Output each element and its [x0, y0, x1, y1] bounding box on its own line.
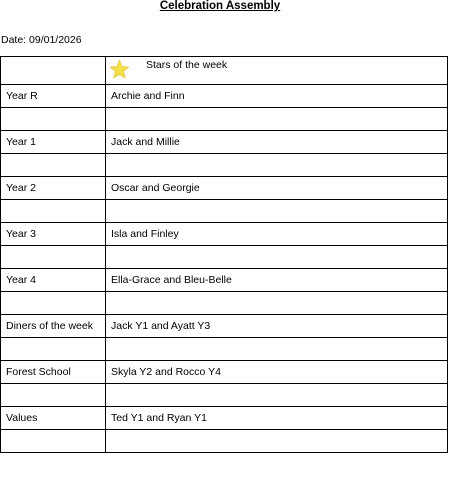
table-row: [1, 223, 448, 246]
awards-table: [0, 56, 448, 453]
table-row: [1, 85, 448, 108]
row-label: Year 2: [1, 177, 106, 200]
table-row: [1, 407, 448, 430]
row-label: Year 4: [1, 269, 106, 292]
row-value: [106, 200, 448, 223]
row-value: Jack and Millie: [106, 131, 448, 154]
table-row: [1, 200, 448, 223]
row-label: [1, 108, 106, 131]
row-value: [106, 108, 448, 131]
stars-of-the-week-heading: Stars of the week: [146, 59, 228, 71]
star-icon: [109, 59, 130, 80]
row-label: Diners of the week: [1, 315, 106, 338]
row-value: [106, 246, 448, 269]
table-row: [1, 131, 448, 154]
table-row: [1, 361, 448, 384]
table-row: [1, 246, 448, 269]
row-value: Isla and Finley: [106, 223, 448, 246]
row-label: Values: [1, 407, 106, 430]
row-value: Ella-Grace and Bleu-Belle: [106, 269, 448, 292]
row-value: [106, 430, 448, 453]
table-row: [1, 338, 448, 361]
row-label: [1, 292, 106, 315]
row-value: Archie and Finn: [106, 85, 448, 108]
table-row: [1, 384, 448, 407]
row-label: [1, 338, 106, 361]
row-label: [1, 154, 106, 177]
row-label: Year 3: [1, 223, 106, 246]
table-row: [1, 430, 448, 453]
row-label: [1, 246, 106, 269]
header-stars-cell: [106, 57, 448, 85]
row-value: [106, 338, 448, 361]
header-empty-cell: [1, 57, 106, 85]
row-label: Year 1: [1, 131, 106, 154]
row-value: [106, 154, 448, 177]
table-row: [1, 177, 448, 200]
table-row: [1, 108, 448, 131]
row-label: [1, 200, 106, 223]
row-value: Oscar and Georgie: [106, 177, 448, 200]
table-row: [1, 292, 448, 315]
row-value: [106, 292, 448, 315]
row-label: Forest School: [1, 361, 106, 384]
row-value: Skyla Y2 and Rocco Y4: [106, 361, 448, 384]
row-label: Year R: [1, 85, 106, 108]
row-value: Jack Y1 and Ayatt Y3: [106, 315, 448, 338]
table-row: [1, 269, 448, 292]
document-title: Celebration Assembly: [159, 0, 281, 12]
row-value: Ted Y1 and Ryan Y1: [106, 407, 448, 430]
row-value: [106, 384, 448, 407]
table-row: [1, 315, 448, 338]
table-header-row: [1, 57, 448, 85]
row-label: [1, 384, 106, 407]
row-label: [1, 430, 106, 453]
date-line: Date: 09/01/2026: [1, 34, 82, 46]
table-row: [1, 154, 448, 177]
